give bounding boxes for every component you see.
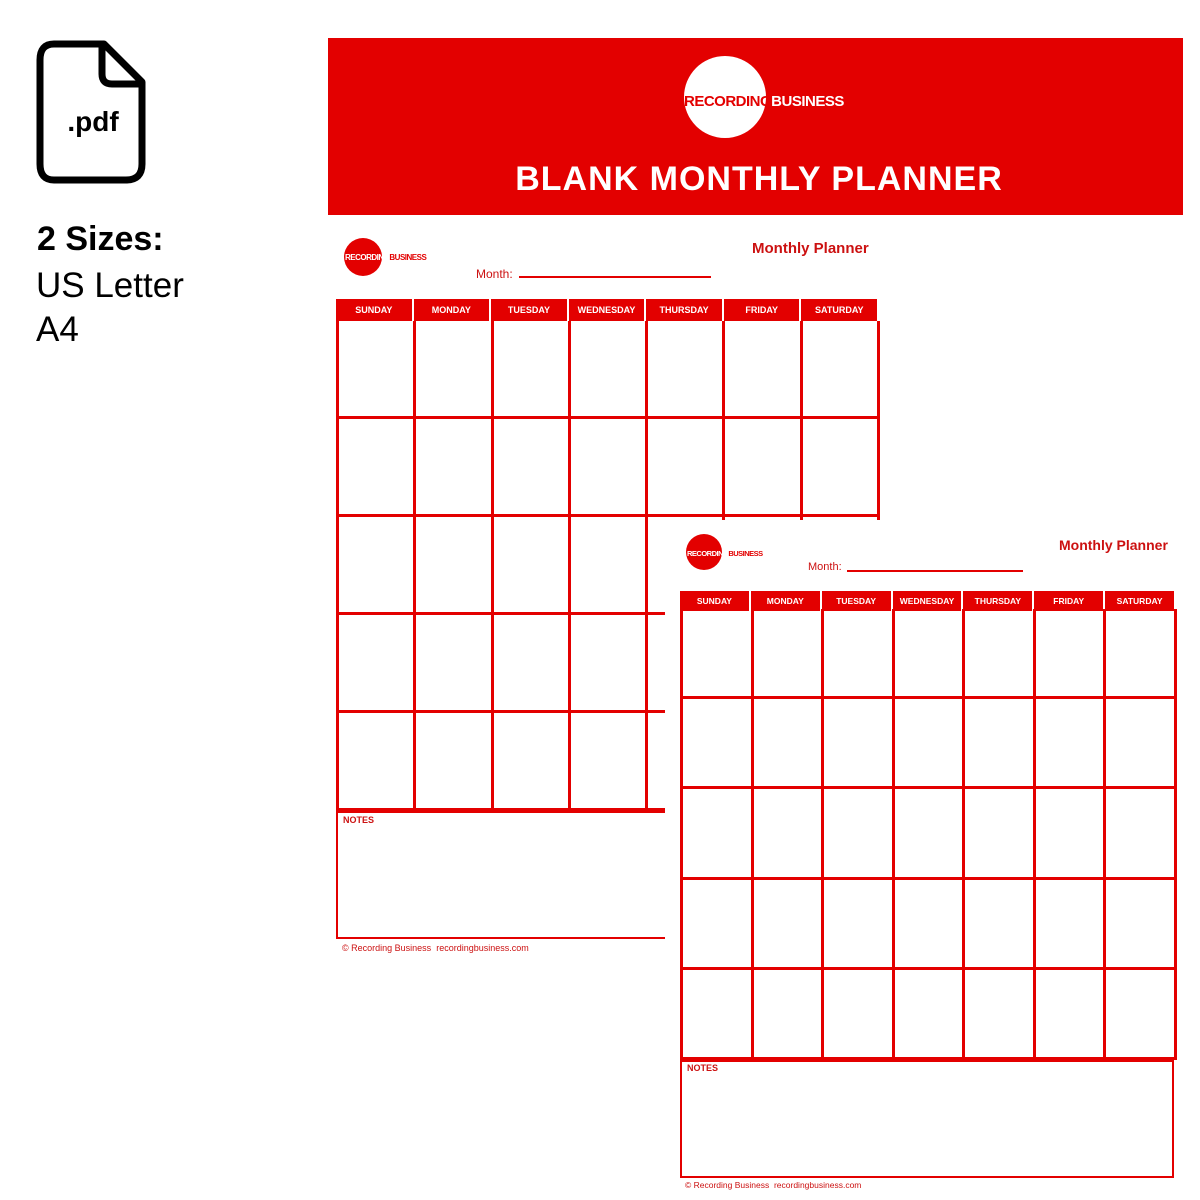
day-cell[interactable] xyxy=(722,321,802,419)
day-cell[interactable] xyxy=(1033,880,1107,970)
day-header-thursday: THURSDAY xyxy=(963,591,1034,611)
month-label: Month: xyxy=(476,267,513,281)
month-label: Month: xyxy=(808,561,842,573)
day-cell[interactable] xyxy=(751,609,825,699)
calendar-grid xyxy=(680,609,1174,1060)
day-cell[interactable] xyxy=(680,789,754,879)
notes-label: NOTES xyxy=(687,1063,719,1073)
day-cell[interactable] xyxy=(336,517,416,615)
day-cell[interactable] xyxy=(821,789,895,879)
day-cell[interactable] xyxy=(1033,609,1107,699)
day-cell[interactable] xyxy=(413,615,493,713)
day-cell[interactable] xyxy=(413,713,493,811)
sizes-title: 2 Sizes: xyxy=(37,220,164,258)
day-cell[interactable] xyxy=(800,419,880,517)
logo-word-business: BUSINESS xyxy=(728,549,763,558)
day-header-saturday: SATURDAY xyxy=(1116,596,1163,606)
month-input-line[interactable] xyxy=(519,276,711,278)
day-cell[interactable] xyxy=(892,789,966,879)
footer-copyright: © Recording Business xyxy=(342,943,432,953)
footer-url: recordingbusiness.com xyxy=(436,943,529,953)
day-cell[interactable] xyxy=(413,419,493,517)
day-cell[interactable] xyxy=(821,609,895,699)
weekday-header xyxy=(680,591,1174,611)
month-input-line[interactable] xyxy=(847,570,1023,572)
logo-word-business: BUSINESS xyxy=(389,253,427,262)
day-header-friday: FRIDAY xyxy=(1034,591,1105,611)
day-header-thursday: THURSDAY xyxy=(646,299,724,321)
day-cell[interactable] xyxy=(751,789,825,879)
day-cell[interactable] xyxy=(336,615,416,713)
notes-area[interactable] xyxy=(680,1060,1174,1178)
day-cell[interactable] xyxy=(800,321,880,419)
day-cell[interactable] xyxy=(680,609,754,699)
day-cell[interactable] xyxy=(680,880,754,970)
banner-title: BLANK MONTHLY PLANNER xyxy=(515,160,1003,198)
day-cell[interactable] xyxy=(962,609,1036,699)
day-cell[interactable] xyxy=(751,699,825,789)
planner-footer xyxy=(342,943,529,953)
day-cell[interactable] xyxy=(892,699,966,789)
size-a4: A4 xyxy=(36,310,79,349)
day-header-monday: MONDAY xyxy=(414,299,492,321)
day-header-tuesday: TUESDAY xyxy=(822,591,893,611)
day-header-sunday: SUNDAY xyxy=(680,591,751,611)
banner-logo xyxy=(684,93,844,110)
day-header-sunday: SUNDAY xyxy=(336,299,414,321)
day-cell[interactable] xyxy=(336,713,416,811)
planner-logo xyxy=(345,253,426,262)
day-cell[interactable] xyxy=(336,419,416,517)
day-cell[interactable] xyxy=(568,419,648,517)
day-cell[interactable] xyxy=(892,880,966,970)
day-cell[interactable] xyxy=(568,517,648,615)
planner-logo xyxy=(687,549,763,558)
day-cell[interactable] xyxy=(491,615,571,713)
day-header-friday: FRIDAY xyxy=(724,299,802,321)
day-cell[interactable] xyxy=(962,789,1036,879)
day-cell[interactable] xyxy=(680,970,754,1060)
planner-page-front xyxy=(665,520,1185,1195)
day-cell[interactable] xyxy=(1033,699,1107,789)
day-cell[interactable] xyxy=(1103,699,1177,789)
day-cell[interactable] xyxy=(751,880,825,970)
day-header-monday: MONDAY xyxy=(751,591,822,611)
day-cell[interactable] xyxy=(1103,880,1177,970)
day-cell[interactable] xyxy=(491,419,571,517)
day-cell[interactable] xyxy=(751,970,825,1060)
day-cell[interactable] xyxy=(680,699,754,789)
logo-word-recording: RECORDING xyxy=(684,93,772,110)
day-cell[interactable] xyxy=(568,713,648,811)
day-cell[interactable] xyxy=(892,970,966,1060)
footer-url: recordingbusiness.com xyxy=(773,1180,862,1190)
day-cell[interactable] xyxy=(1103,789,1177,879)
day-cell[interactable] xyxy=(821,970,895,1060)
day-cell[interactable] xyxy=(568,321,648,419)
day-header-tuesday: TUESDAY xyxy=(491,299,569,321)
day-cell[interactable] xyxy=(821,699,895,789)
day-cell[interactable] xyxy=(491,517,571,615)
planner-footer xyxy=(685,1180,861,1190)
day-cell[interactable] xyxy=(1033,789,1107,879)
day-cell[interactable] xyxy=(645,419,725,517)
day-cell[interactable] xyxy=(491,713,571,811)
day-header-wednesday: WEDNESDAY xyxy=(569,299,647,321)
logo-word-recording: RECORDING xyxy=(687,549,729,558)
day-cell[interactable] xyxy=(962,880,1036,970)
planner-title: Monthly Planner xyxy=(752,240,869,257)
logo-word-recording: RECORDING xyxy=(345,253,390,262)
day-header-wednesday: WEDNESDAY xyxy=(893,591,964,611)
day-cell[interactable] xyxy=(413,321,493,419)
day-cell[interactable] xyxy=(1033,970,1107,1060)
day-cell[interactable] xyxy=(1103,609,1177,699)
planner-title: Monthly Planner xyxy=(1059,537,1168,553)
logo-word-business: BUSINESS xyxy=(771,93,844,110)
day-cell[interactable] xyxy=(645,321,725,419)
day-cell[interactable] xyxy=(962,699,1036,789)
weekday-header xyxy=(336,299,877,321)
day-cell[interactable] xyxy=(892,609,966,699)
file-type-label: .pdf xyxy=(67,106,119,137)
day-cell[interactable] xyxy=(413,517,493,615)
day-cell[interactable] xyxy=(568,615,648,713)
header-banner xyxy=(328,38,1183,215)
footer-copyright: © Recording Business xyxy=(685,1180,770,1190)
day-cell[interactable] xyxy=(722,419,802,517)
day-cell[interactable] xyxy=(336,321,416,419)
day-cell[interactable] xyxy=(491,321,571,419)
notes-label: NOTES xyxy=(343,815,375,825)
day-header-saturday: SATURDAY xyxy=(815,305,864,315)
day-cell[interactable] xyxy=(1103,970,1177,1060)
day-cell[interactable] xyxy=(962,970,1036,1060)
day-cell[interactable] xyxy=(821,880,895,970)
size-us-letter: US Letter xyxy=(36,266,184,305)
